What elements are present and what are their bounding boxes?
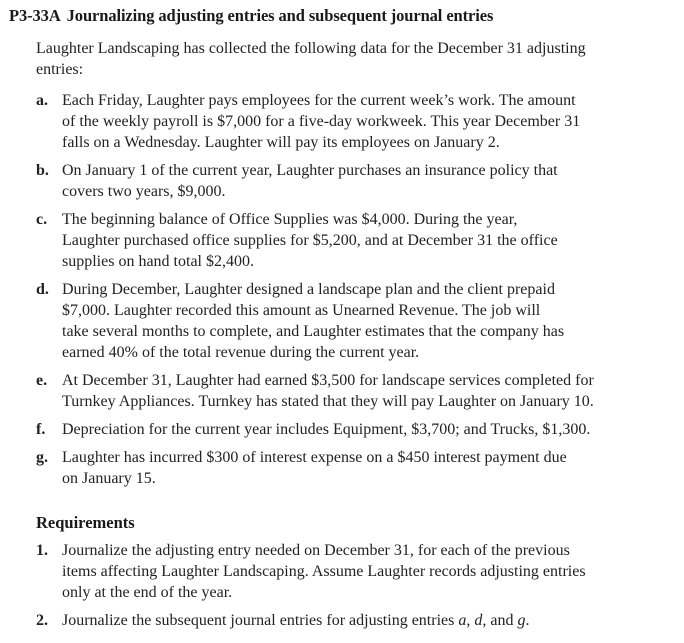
item-letter: g. bbox=[36, 449, 48, 466]
problem-number: P3-33A bbox=[9, 6, 61, 25]
item-line: Laughter has incurred $300 of interest expense on a $450 interest payment due bbox=[62, 449, 567, 466]
item-letter: a. bbox=[36, 92, 48, 109]
requirement-number: 1. bbox=[36, 542, 48, 559]
requirement-text: Journalize the subsequent journal entries for adjusting entries bbox=[62, 612, 459, 629]
item-line: of the weekly payroll is $7,000 for a five-day workweek. This year December 31 bbox=[62, 113, 581, 130]
item-line: covers two years, $9,000. bbox=[62, 183, 226, 200]
requirement-line: Journalize the adjusting entry needed on December 31, for each of the previous bbox=[62, 542, 570, 559]
data-item-e bbox=[36, 370, 636, 412]
data-item-f bbox=[36, 419, 636, 440]
separator: , bbox=[466, 612, 475, 629]
data-item-a bbox=[36, 90, 636, 153]
item-line: Laughter purchased office supplies for $5,200, and at December 31 the office bbox=[62, 232, 558, 249]
entry-letter-g: g bbox=[517, 612, 526, 629]
entry-letter-a: a bbox=[458, 612, 467, 629]
requirement-1 bbox=[36, 540, 636, 603]
intro-paragraph: Laughter Landscaping has collected the following data for the December 31 adjusting entries: bbox=[36, 40, 586, 78]
item-line: on January 15. bbox=[62, 470, 156, 487]
item-letter: f. bbox=[36, 421, 46, 438]
item-letter: e. bbox=[36, 372, 48, 389]
item-line: take several months to complete, and Laughter estimates that the company has bbox=[62, 323, 565, 340]
requirement-2 bbox=[36, 610, 636, 631]
item-line: Depreciation for the current year includes Equipment, $3,700; and Trucks, $1,300. bbox=[62, 421, 591, 438]
data-item-d bbox=[36, 279, 636, 363]
item-letter: b. bbox=[36, 162, 49, 179]
requirement-line: only at the end of the year. bbox=[62, 584, 233, 601]
item-line: The beginning balance of Office Supplies was $4,000. During the year, bbox=[62, 211, 518, 228]
item-line: earned 40% of the total revenue during the current year. bbox=[62, 344, 420, 361]
requirement-number: 2. bbox=[36, 612, 48, 629]
item-letter: d. bbox=[36, 281, 49, 298]
problem-title: Journalizing adjusting entries and subsequent journal entries bbox=[66, 6, 494, 25]
item-line: At December 31, Laughter had earned $3,500 for landscape services completed for bbox=[62, 372, 594, 389]
item-line: falls on a Wednesday. Laughter will pay its employees on January 2. bbox=[62, 134, 500, 151]
item-line: Each Friday, Laughter pays employees for the current week’s work. The amount bbox=[62, 92, 576, 109]
terminal-period: . bbox=[525, 612, 530, 629]
requirement-line: items affecting Laughter Landscaping. Assume Laughter records adjusting entries bbox=[62, 563, 586, 580]
separator: , and bbox=[482, 612, 518, 629]
requirement-line bbox=[62, 610, 636, 631]
item-line: During December, Laughter designed a landscape plan and the client prepaid bbox=[62, 281, 555, 298]
item-line: On January 1 of the current year, Laughter purchases an insurance policy that bbox=[62, 162, 558, 179]
problem-heading bbox=[9, 6, 493, 26]
item-line: Turnkey Appliances. Turnkey has stated that they will pay Laughter on January 10. bbox=[62, 393, 594, 410]
item-line: supplies on hand total $2,400. bbox=[62, 253, 254, 270]
item-line: $7,000. Laughter recorded this amount as Unearned Revenue. The job will bbox=[62, 302, 541, 319]
entry-letter-d: d bbox=[474, 612, 483, 629]
data-item-c bbox=[36, 209, 636, 272]
requirements-list bbox=[36, 540, 636, 631]
requirements-heading: Requirements bbox=[36, 513, 135, 532]
data-item-b bbox=[36, 160, 636, 202]
data-item-list bbox=[36, 90, 636, 489]
data-item-g bbox=[36, 447, 636, 489]
item-letter: c. bbox=[36, 211, 48, 228]
